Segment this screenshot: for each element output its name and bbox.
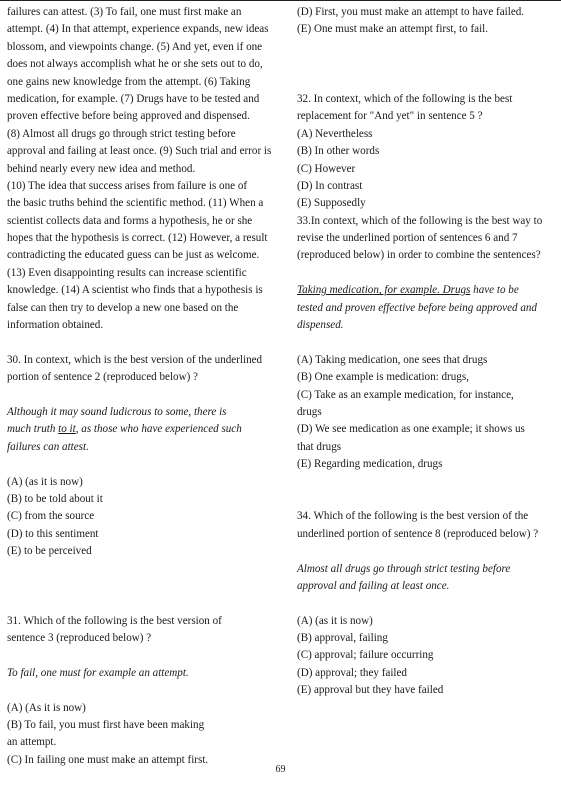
text-line: (A) (As it is now)	[7, 701, 86, 714]
blank-line	[297, 474, 557, 491]
quoted-sentence-line: Almost all drugs go through strict testing before	[297, 562, 511, 575]
text-line: 30. In context, which is the best version of the underlined	[7, 353, 263, 366]
text-line: (E) to be perceived	[7, 545, 92, 558]
text-line: (B) to be told about it	[7, 492, 103, 505]
text-line: scientist collects data and forms a hypothesis, he or she	[7, 214, 253, 227]
text-line: blossom, and viewpoints change. (5) And yet, even if one	[7, 40, 263, 53]
top-rule	[0, 0, 561, 1]
text-line: information obtained.	[7, 319, 104, 332]
blank-line	[297, 334, 557, 351]
text-line: proven effective before being approved and dispensed.	[7, 110, 250, 123]
text-line: (D) First, you must make an attempt to have failed.	[297, 6, 525, 18]
blank-line	[7, 595, 277, 612]
text-line: (13) Even disappointing results can increase scientific	[7, 266, 247, 279]
text-line: underlined portion of sentence 8 (reproduced below) ?	[297, 527, 539, 540]
text-line: 33.In context, which of the following is the best way to	[297, 214, 543, 227]
text-line	[297, 282, 557, 299]
text-line: (A) (as it is now)	[297, 614, 373, 627]
blank-line	[7, 561, 277, 578]
blank-line	[7, 387, 277, 404]
text-line: behind nearly every new idea and method.	[7, 162, 196, 175]
text-line: failures can attest. (3) To fail, one must first make an	[7, 6, 242, 18]
blank-line	[297, 56, 557, 73]
text-line: (B) One example is medication: drugs,	[297, 371, 469, 384]
quoted-sentence-line: Although it may sound ludicrous to some, there is	[7, 405, 227, 418]
text-line: medication, for example. (7) Drugs have to be tested and	[7, 92, 260, 105]
text-line: approval and failing at least once. (9) Such trial and error is	[7, 145, 272, 158]
text-line: 34. Which of the following is the best version of the	[297, 510, 529, 523]
text-line: (A) Nevertheless	[297, 127, 373, 140]
text-line: (8) Almost all drugs go through strict testing before	[7, 127, 236, 140]
text-line: (B) To fail, you must first have been making	[7, 719, 205, 732]
text-line: (10) The idea that success arises from failure is one of	[7, 179, 248, 192]
text-segment: , as those who have experienced such	[75, 423, 242, 436]
text-line: attempt. (4) In that attempt, experience expands, new ideas	[7, 23, 269, 36]
quoted-sentence-line: dispensed.	[297, 319, 344, 332]
text-line: (E) Supposedly	[297, 197, 366, 210]
text-line: the basic truths behind the scientific method. (11) When a	[7, 197, 264, 210]
blank-line	[7, 578, 277, 595]
text-line: false can then try to develop a new one based on the	[7, 301, 239, 314]
left-column	[7, 4, 277, 769]
text-line: (C) However	[297, 162, 356, 175]
text-line: 32. In context, which of the following is the best	[297, 92, 513, 105]
text-line: (E) approval but they have failed	[297, 684, 444, 697]
text-line: an attempt.	[7, 736, 57, 749]
blank-line	[297, 491, 557, 508]
text-line: (D) We see medication as one example; it shows us	[297, 423, 525, 436]
blank-line	[7, 682, 277, 699]
quoted-sentence-line: tested and proven effective before being approved and	[297, 301, 537, 314]
quoted-sentence-line: failures can attest.	[7, 440, 89, 453]
text-line: (C) Take as an example medication, for instance,	[297, 388, 514, 401]
quoted-sentence-line: To fail, one must for example an attempt.	[7, 666, 189, 679]
text-line: (D) approval; they failed	[297, 666, 407, 679]
text-line: knowledge. (14) A scientist who finds that a hypothesis is	[7, 284, 263, 297]
text-line: replacement for "And yet" in sentence 5 ?	[297, 110, 483, 123]
text-line: that drugs	[297, 440, 342, 453]
text-line: contradicting the educated guess can be just as welcome.	[7, 249, 260, 262]
blank-line	[297, 595, 557, 612]
text-line: (B) In other words	[297, 145, 380, 158]
text-line: hopes that the hypothesis is correct. (12) However, a result	[7, 232, 268, 245]
text-segment: much truth	[7, 423, 59, 436]
text-line: drugs	[297, 405, 322, 418]
blank-line	[7, 334, 277, 351]
text-line: (D) In contrast	[297, 179, 363, 192]
quoted-sentence-line: approval and failing at least once.	[297, 579, 450, 592]
text-line: (C) In failing one must make an attempt first.	[7, 753, 209, 766]
text-line: portion of sentence 2 (reproduced below) ?	[7, 371, 198, 384]
text-line: (A) Taking medication, one sees that drugs	[297, 353, 488, 366]
text-line: does not always accomplish what he or she sets out to do,	[7, 58, 263, 71]
text-line: revise the underlined portion of sentences 6 and 7	[297, 232, 518, 245]
page-number: 69	[275, 764, 286, 775]
text-segment: have to be	[470, 284, 519, 297]
text-line: sentence 3 (reproduced below) ?	[7, 632, 152, 645]
blank-line	[7, 456, 277, 473]
blank-line	[7, 647, 277, 664]
text-line: (E) Regarding medication, drugs	[297, 458, 443, 471]
text-line: (C) from the source	[7, 510, 95, 523]
blank-line	[297, 265, 557, 282]
text-line: (B) approval, failing	[297, 632, 388, 645]
text-line: (A) (as it is now)	[7, 475, 83, 488]
text-line: 31. Which of the following is the best version of	[7, 614, 222, 627]
text-line: (C) approval; failure occurring	[297, 649, 434, 662]
underlined-text: to it	[58, 423, 76, 436]
text-line: (D) to this sentiment	[7, 527, 99, 540]
underlined-text: Taking medication, for example. Drugs	[297, 284, 471, 297]
blank-line	[297, 39, 557, 56]
text-line: (E) One must make an attempt first, to fail.	[297, 23, 489, 36]
blank-line	[297, 74, 557, 91]
text-line: one gains new knowledge from the attempt. (6) Taking	[7, 75, 251, 88]
text-line	[7, 421, 277, 438]
text-line: (reproduced below) in order to combine the sentences?	[297, 249, 541, 262]
blank-line	[297, 543, 557, 560]
right-column	[297, 4, 557, 700]
